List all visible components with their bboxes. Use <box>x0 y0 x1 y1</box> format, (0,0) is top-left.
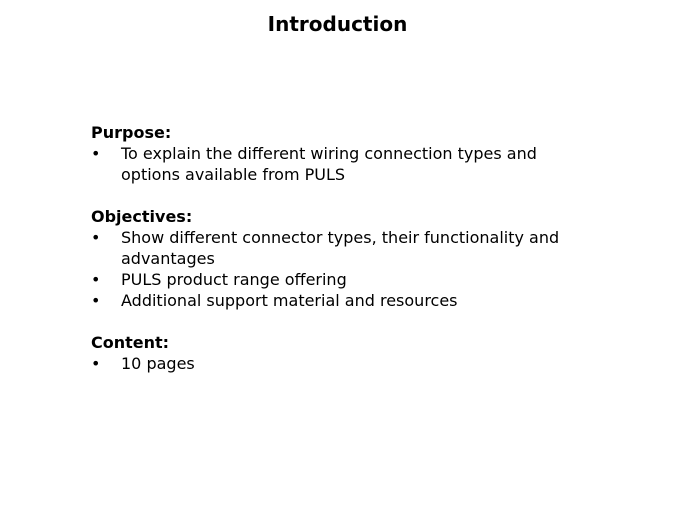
bullet-list <box>91 227 591 311</box>
slide-body <box>91 122 591 395</box>
bullet-text: PULS product range offering <box>121 270 347 289</box>
slide-title: Introduction <box>267 12 408 36</box>
section-objectives <box>91 206 591 311</box>
bullet-icon: • <box>91 270 101 289</box>
bullet-icon: • <box>91 291 101 310</box>
bullet-text: Show different connector types, their functionality and advantages <box>121 228 560 268</box>
bullet-list <box>91 353 591 374</box>
section-heading: Content: <box>91 333 170 352</box>
bullet-text: Additional support material and resources <box>121 291 458 310</box>
section-content <box>91 332 591 374</box>
bullet-text: To explain the different wiring connection types and options available from PULS <box>121 144 537 184</box>
section-purpose <box>91 122 591 185</box>
bullet-text: 10 pages <box>121 354 195 373</box>
bullet-item <box>91 290 591 311</box>
bullet-icon: • <box>91 354 101 373</box>
bullet-item <box>91 143 591 185</box>
bullet-item <box>91 227 591 269</box>
bullet-list <box>91 143 591 185</box>
bullet-item <box>91 353 591 374</box>
bullet-item <box>91 269 591 290</box>
section-heading: Purpose: <box>91 123 172 142</box>
bullet-icon: • <box>91 144 101 163</box>
bullet-icon: • <box>91 228 101 247</box>
section-heading: Objectives: <box>91 207 193 226</box>
